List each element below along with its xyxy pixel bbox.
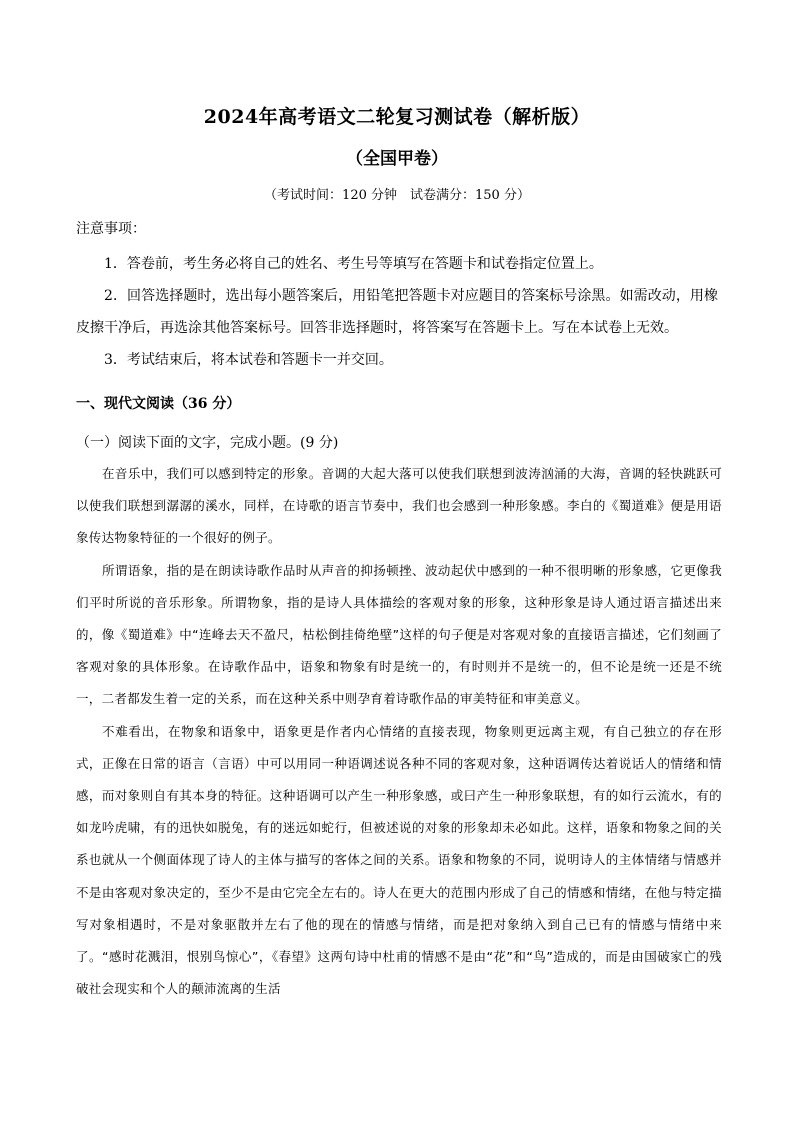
passage-paragraph: 所谓语象，指的是在朗读诗歌作品时从声音的抑扬顿挫、波动起伏中感到的一种不很明晰的形象感，它更像我们平时所说的音乐形象。所谓物象，指的是诗人具体描绘的客观对象的形象，这种形象是诗人通过语言描述出来的，像《蜀道难》中“连峰去天不盈尺，枯松倒挂倚绝壁”这样的句子便是对客观对象的直接语言描述，它们刻画了客观对象的具体形象。在诗歌作品中，语象和物象有时是统一的，有时则并不是统一的，但不论是统一还是不统一，二者都发生着一定的关系，而在这种关系中则孕育着诗歌作品的审美特征和审美意义。 xyxy=(76,562,722,707)
passage-paragraph: 不难看出，在物象和语象中，语象更是作者内心情绪的直接表现，物象则更远离主观，有自己独立的存在形式，正像在日常的语言（言语）中可以用同一种语调述说各种不同的客观对象，这种语调传达着说话人的情绪和情感，而对象则自有其本身的特征。这种语调可以产生一种形象感，或曰产生一种形象联想，有的如行云流水，有的如龙吟虎啸，有的迅快如脱兔，有的迷远如蛇行，但被述说的对象的形象却未必如此。这样，语象和物象之间的关系也就从一个侧面体现了诗人的主体与描写的客体之间的关系。语象和物象的不同，说明诗人的主体情绪与情感并不是由客观对象决定的，至少不是由它完全左右的。诗人在更大的范围内形成了自己的情感和情绪，在他与特定描写对象相遇时，不是对象驱散并左右了他的现在的情感与情绪，而是把对象纳入到自己已有的情感与情绪中来了。“感时花溅泪，恨别鸟惊心”，《春望》这两句诗中杜甫的情感不是由“花”和“鸟”造成的，而是由国破家亡的残破社会现实和个人的颠沛流离的生活 xyxy=(76,723,722,997)
passage-paragraph: 在音乐中，我们可以感到特定的形象。音调的大起大落可以使我们联想到波涛汹涌的大海，音调的轻快跳跃可以使我们联想到潺潺的溪水，同样，在诗歌的语言节奏中，我们也会感到一种形象感。李白的《蜀道难》便是用语象传达物象特征的一个很好的例子。 xyxy=(76,466,722,546)
reading-passage xyxy=(76,458,722,1005)
question-heading: （一）阅读下面的文字，完成小题。(9 分) xyxy=(76,435,339,451)
section-heading: 一、现代文阅读（36 分） xyxy=(76,396,241,412)
notice-item: 1．答卷前，考生务必将自己的姓名、考生号等填写在答题卡和试卷指定位置上。 xyxy=(104,256,603,272)
notice-item: 2．回答选择题时，选出每小题答案后，用铅笔把答题卡对应题目的答案标号涂黑。如需改动，用橡皮擦干净后，再选涂其他答案标号。回答非选择题时，将答案写在答题卡上。写在本试卷上无效。 xyxy=(76,288,718,336)
notice-heading: 注意事项： xyxy=(76,221,146,237)
notice-item: 3．考试结束后，将本试卷和答题卡一并交回。 xyxy=(104,352,393,368)
page-subtitle: （全国甲卷） xyxy=(346,149,448,169)
exam-info: （考试时间：120 分钟 试卷满分：150 分） xyxy=(264,188,530,203)
page-title: 2024年高考语文二轮复习测试卷（解析版） xyxy=(203,106,591,128)
notice-list xyxy=(76,248,718,376)
